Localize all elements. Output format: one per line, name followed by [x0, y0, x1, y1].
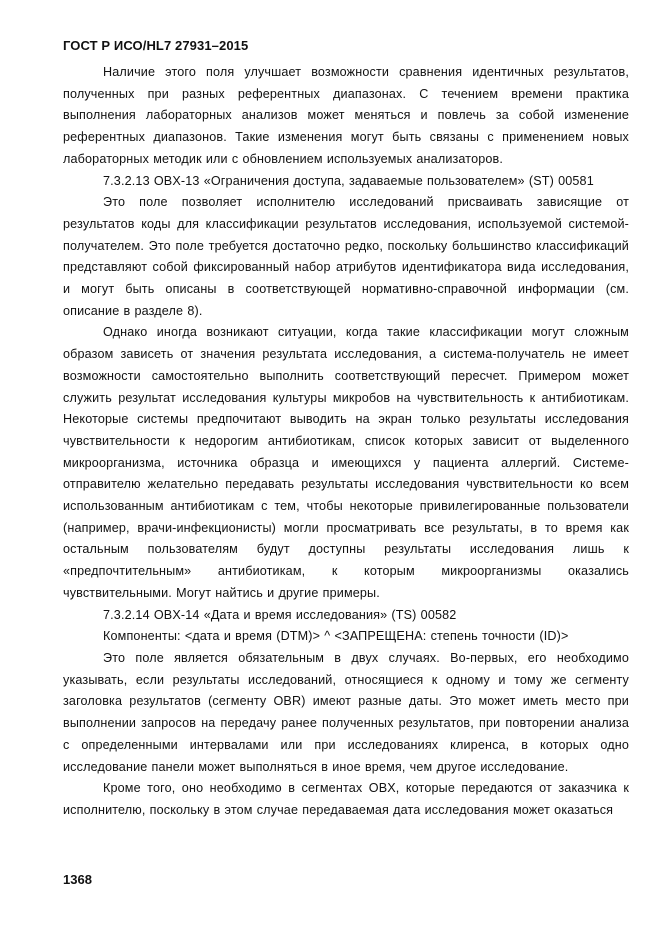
section-heading-obx-14: 7.3.2.14 OBX-14 «Дата и время исследования» (TS) 00582 — [103, 607, 457, 622]
document-body — [63, 62, 629, 822]
paragraph-obx-14-also-required: Кроме того, оно необходимо в сегментах OBX, которые передаются от заказчика к исполнителю, поскольку в этом случае передаваемая дата исследования может оказаться — [63, 781, 629, 817]
paragraph-reference-ranges: Наличие этого поля улучшает возможности сравнения идентичных результатов, полученных при разных референтных диапазонах. С течением времени практика выполнения лабораторных анализов может меняться и повлечь за собой изменение референтных диапазонов. Такие изменения могут быть связаны с применением новых лабораторных методик или с обновлением используемых анализаторов. — [63, 65, 629, 166]
section-heading-obx-13: 7.3.2.13 OBX-13 «Ограничения доступа, задаваемые пользователем» (ST) 00581 — [103, 173, 594, 188]
page-number: 1368 — [63, 872, 92, 887]
paragraph-obx-13-example: Однако иногда возникают ситуации, когда такие классификации могут сложным образом зависеть от значения результата исследования, а система-получатель не имеет возможности самостоятельно выполнить соответствующий пересчет. Примером может служить результат исследования культуры микробов на чувствительность к антибиотикам. Некоторые системы предпочитают выводить на экран только результаты исследования чувствительности к недорогим антибиотикам, список которых зависит от выделенного микроорганизма, источника образца и имеющихся у пациента аллергий. Системе-отправителю желательно передавать результаты исследования чувствительности ко всем использованным антибиотикам с тем, чтобы некоторые привилегированные пользователи (например, врачи-инфекционисты) могли просматривать все результаты, в то время как остальным пользователям будут доступны результаты исследования лишь к «предпочтительным» антибиотикам, к которым микроорганизмы оказались чувствительными. Могут найтись и другие примеры. — [63, 325, 629, 600]
document-header: ГОСТ Р ИСО/HL7 27931–2015 — [63, 38, 249, 53]
paragraph-obx-13-description: Это поле позволяет исполнителю исследований присваивать зависящие от результатов коды для классификации результатов исследования, используемой системой-получателем. Это поле требуется достаточно редко, поскольку большинство классификаций представляют собой фиксированный набор атрибутов идентификатора вида исследования, и могут быть описаны в соответствующей нормативно-справочной информации (см. описание в разделе 8). — [63, 195, 629, 318]
paragraph-obx-14-required: Это поле является обязательным в двух случаях. Во-первых, его необходимо указывать, если результаты исследований, относящиеся к одному и тому же сегменту заголовка результатов (сегменту OBR) имеют разные даты. Это может иметь место при выполнении запросов на передачу ранее полученных результатов, при повторении анализа с определенными интервалами или при исследованиях клиренса, в которых одно исследование панели может выполняться в иное время, чем другое исследование. — [63, 650, 629, 774]
paragraph-obx-14-components: Компоненты: <дата и время (DTM)> ^ <ЗАПРЕЩЕНА: степень точности (ID)> — [103, 629, 569, 644]
